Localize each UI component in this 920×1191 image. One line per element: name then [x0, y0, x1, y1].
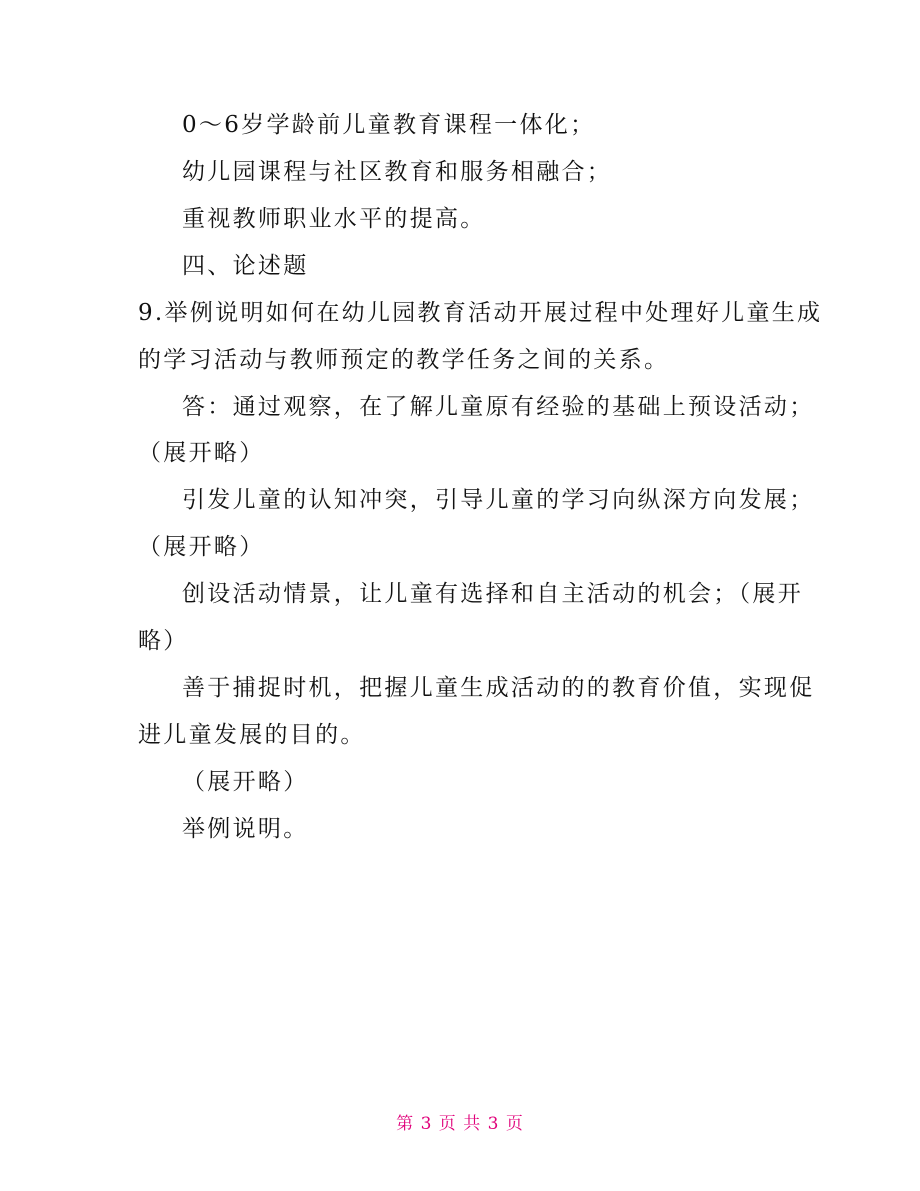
answer-line: （展开略） [182, 769, 309, 795]
answer-line: 善于捕捉时机，把握儿童生成活动的的教育价值，实现促 [182, 675, 815, 701]
answer-line: 进儿童发展的目的。 [138, 722, 366, 748]
answer-line: 引发儿童的认知冲突，引导儿童的学习向纵深方向发展； [182, 487, 815, 513]
question-line: 的学习活动与教师预定的教学任务之间的关系。 [138, 347, 670, 373]
answer-line: 略） [138, 628, 189, 654]
answer-line: 创设活动情景，让儿童有选择和自主活动的机会；（展开 [182, 581, 803, 607]
answer-line: （展开略） [138, 440, 265, 466]
body-line: 幼儿园课程与社区教育和服务相融合； [182, 159, 613, 185]
answer-line: （展开略） [138, 534, 265, 560]
answer-line: 举例说明。 [182, 816, 309, 842]
page-footer: 第 3 页 共 3 页 [396, 1114, 524, 1134]
body-line: 重视教师职业水平的提高。 [182, 206, 486, 232]
answer-line: 答：通过观察，在了解儿童原有经验的基础上预设活动； [182, 394, 815, 420]
body-line: 0～6岁学龄前儿童教育课程一体化； [182, 112, 596, 138]
section-heading: 四、论述题 [182, 253, 309, 279]
question-line: 9.举例说明如何在幼儿园教育活动开展过程中处理好儿童生成 [138, 300, 823, 326]
